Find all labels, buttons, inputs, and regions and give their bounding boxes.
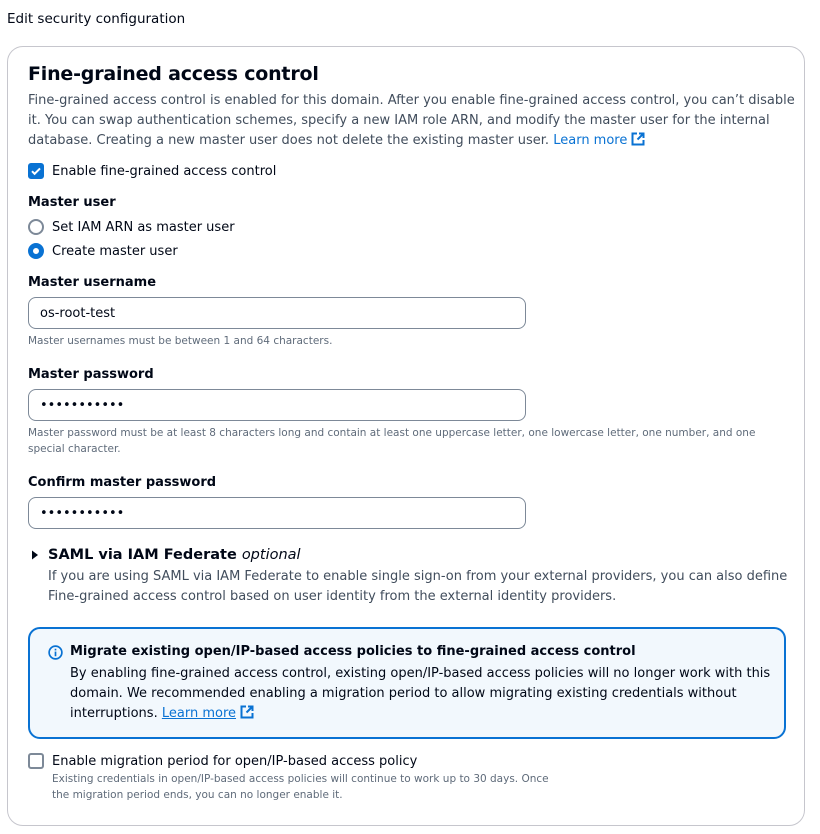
migrate-alert-text: By enabling fine-grained access control, existing open/IP-based access policies will no longer work with this domain. We recommended enabling a migration period to allow migrating existing credentials without interruptions. [70,666,771,721]
page-title: Edit security configuration [7,11,186,27]
section-description [28,91,798,151]
master-username-hint: Master usernames must be between 1 and 64 characters. [28,335,333,347]
confirm-password-input[interactable] [28,497,526,529]
migrate-alert [28,627,786,739]
migration-period-label: Enable migration period for open/IP-based access policy [52,753,418,769]
radio-create-master-user-circle[interactable] [28,243,44,259]
enable-fgac-row[interactable] [28,163,276,179]
radio-set-iam-arn-circle[interactable] [28,219,44,235]
radio-create-master-user[interactable] [28,243,178,259]
master-user-label: Master user [28,195,116,210]
radio-set-iam-arn[interactable] [28,219,235,235]
enable-fgac-label: Enable fine-grained access control [52,163,277,179]
migrate-learn-more-label: Learn more [161,706,236,721]
checkmark-icon [30,165,42,177]
migration-period-hint: Existing credentials in open/IP-based access policies will continue to work up to 30 days. Once the migration period ends, you can no longer enable it. [52,773,549,801]
learn-more-label: Learn more [553,133,628,148]
confirm-password-label: Confirm master password [28,475,217,490]
master-password-hint: Master password must be at least 8 characters long and contain at least one uppercase letter, one lowercase letter, one number, and one special character. [28,427,756,455]
master-username-label: Master username [28,275,157,290]
caret-right-icon [30,549,40,561]
info-icon [48,645,63,660]
external-link-icon [240,705,254,719]
migrate-alert-body [70,664,780,724]
section-heading: Fine-grained access control [28,63,319,85]
learn-more-link[interactable] [553,133,645,148]
description-text: Fine-grained access control is enabled for this domain. After you enable fine-grained access control, you can’t disable it. You can swap authentication schemes, specify a new IAM role ARN, and modify the master user for the internal database. Creating a new master user does not delete the existing master user. [28,93,795,148]
master-password-input[interactable] [28,389,526,421]
enable-fgac-checkbox[interactable] [28,163,44,179]
migrate-learn-more-link[interactable] [162,706,236,721]
external-link-icon [631,132,645,146]
migrate-alert-title: Migrate existing open/IP-based access policies to fine-grained access control [70,644,636,659]
fgac-container [7,46,805,826]
master-password-label: Master password [28,367,154,382]
migration-period-checkbox[interactable] [28,753,44,769]
saml-expander[interactable] [30,547,301,563]
saml-title: SAML via IAM Federate [48,547,237,563]
saml-description: If you are using SAML via IAM Federate to enable single sign-on from your external providers, you can also define Fine-grained access control based on user identity from the external identity providers. [48,569,788,604]
saml-optional: optional [241,547,301,563]
radio-create-master-user-label: Create master user [52,243,178,259]
master-username-input[interactable] [28,297,526,329]
radio-set-iam-arn-label: Set IAM ARN as master user [52,219,235,235]
migration-period-row[interactable] [28,753,417,769]
